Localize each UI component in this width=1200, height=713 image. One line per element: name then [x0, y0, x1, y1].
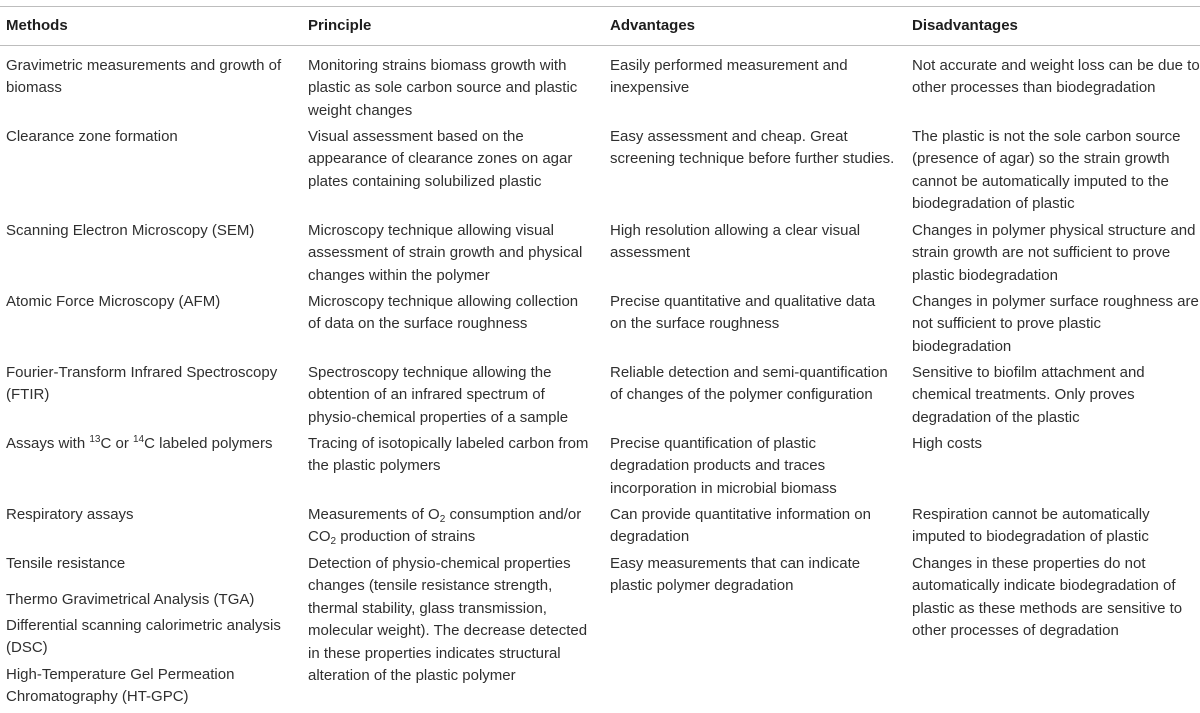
- cell-method: Atomic Force Microscopy (AFM): [6, 293, 221, 310]
- cell-disadvantages: Changes in polymer physical structure and strain growth are not sufficient to prove plastic biodegradation: [912, 222, 1196, 284]
- method-ht-gpc: High-Temperature Gel Permeation Chromatography (HT-GPC): [6, 666, 235, 706]
- cell-principle: Spectroscopy technique allowing the obtention of an infrared spectrum of physio-chemical properties of a sample: [308, 364, 569, 426]
- cell-method: Clearance zone formation: [6, 128, 178, 145]
- cell-disadvantages: Changes in polymer surface roughness are not sufficient to prove plastic biodegradation: [912, 293, 1199, 355]
- cell-principle: Visual assessment based on the appearance of clearance zones on agar plates containing solubilized plastic: [308, 128, 573, 190]
- cell-principle: [308, 504, 593, 549]
- cell-disadvantages: Changes in these properties do not automatically indicate biodegradation of plastic as these methods are sensitive to other processes of degradation: [912, 555, 1183, 640]
- cell-advantages: Precise quantitative and qualitative data on the surface roughness: [610, 293, 876, 333]
- method-tensile-resistance: Tensile resistance: [6, 555, 126, 572]
- cell-method: Gravimetric measurements and growth of biomass: [6, 57, 282, 97]
- header-disadvantages: Disadvantages: [912, 17, 1018, 34]
- principle-text-1: Measurements of O: [308, 506, 440, 523]
- cell-principle: Detection of physio-chemical properties changes (tensile resistance strength, thermal stability, glass transmission, molecular weight). The decrease detected in these properties indicates structural alteration of the plastic polymer: [308, 555, 588, 685]
- o2-subscript: 2: [439, 514, 446, 525]
- cell-advantages: Precise quantification of plastic degradation products and traces incorporation in microbial biomass: [610, 435, 837, 497]
- cell-method: Respiratory assays: [6, 506, 134, 523]
- cell-disadvantages: Respiration cannot be automatically imputed to biodegradation of plastic: [912, 506, 1150, 546]
- isotope-14-superscript: 14: [133, 434, 145, 445]
- cell-advantages: Easy assessment and cheap. Great screening technique before further studies.: [610, 128, 895, 168]
- principle-text-3: production of strains: [336, 528, 476, 546]
- cell-disadvantages: Sensitive to biofilm attachment and chemical treatments. Only proves degradation of the plastic: [912, 364, 1145, 426]
- cell-advantages: Can provide quantitative information on degradation: [610, 506, 871, 546]
- cell-principle: Microscopy technique allowing visual assessment of strain growth and physical changes within the polymer: [308, 222, 583, 284]
- method-tga: Thermo Gravimetrical Analysis (TGA): [6, 591, 255, 608]
- header-rule: [0, 45, 1200, 46]
- cell-disadvantages: Not accurate and weight loss can be due to other processes than biodegradation: [912, 57, 1200, 97]
- co2-subscript: 2: [330, 536, 337, 548]
- method-text-prefix: Assays with: [6, 435, 90, 452]
- cell-advantages: Reliable detection and semi-quantification of changes of the polymer configuration: [610, 364, 888, 404]
- method-text-suffix: C labeled polymers: [144, 435, 273, 452]
- header-principle: Principle: [308, 17, 372, 34]
- cell-disadvantages: The plastic is not the sole carbon source (presence of agar) so the strain growth cannot be automatically imputed to the biodegradation of plastic: [912, 128, 1181, 213]
- cell-principle: Microscopy technique allowing collection of data on the surface roughness: [308, 293, 579, 333]
- cell-method: [6, 433, 291, 455]
- cell-disadvantages: High costs: [912, 435, 983, 452]
- cell-advantages: High resolution allowing a clear visual assessment: [610, 222, 861, 262]
- header-methods: Methods: [6, 17, 68, 34]
- cell-method: Scanning Electron Microscopy (SEM): [6, 222, 255, 239]
- cell-advantages: Easily performed measurement and inexpensive: [610, 57, 848, 97]
- method-dsc: Differential scanning calorimetric analysis (DSC): [6, 617, 281, 657]
- table-top-rule: [0, 6, 1200, 7]
- method-text-mid: C or: [100, 435, 133, 452]
- principle-text-2: consumption and/or CO: [308, 506, 582, 546]
- cell-advantages: Easy measurements that can indicate plastic polymer degradation: [610, 555, 861, 595]
- cell-principle: Tracing of isotopically labeled carbon from the plastic polymers: [308, 435, 589, 475]
- header-advantages: Advantages: [610, 17, 696, 34]
- isotope-13-superscript: 13: [89, 434, 101, 445]
- cell-principle: Monitoring strains biomass growth with plastic as sole carbon source and plastic weight changes: [308, 57, 578, 119]
- cell-method: Fourier-Transform Infrared Spectroscopy (FTIR): [6, 364, 278, 404]
